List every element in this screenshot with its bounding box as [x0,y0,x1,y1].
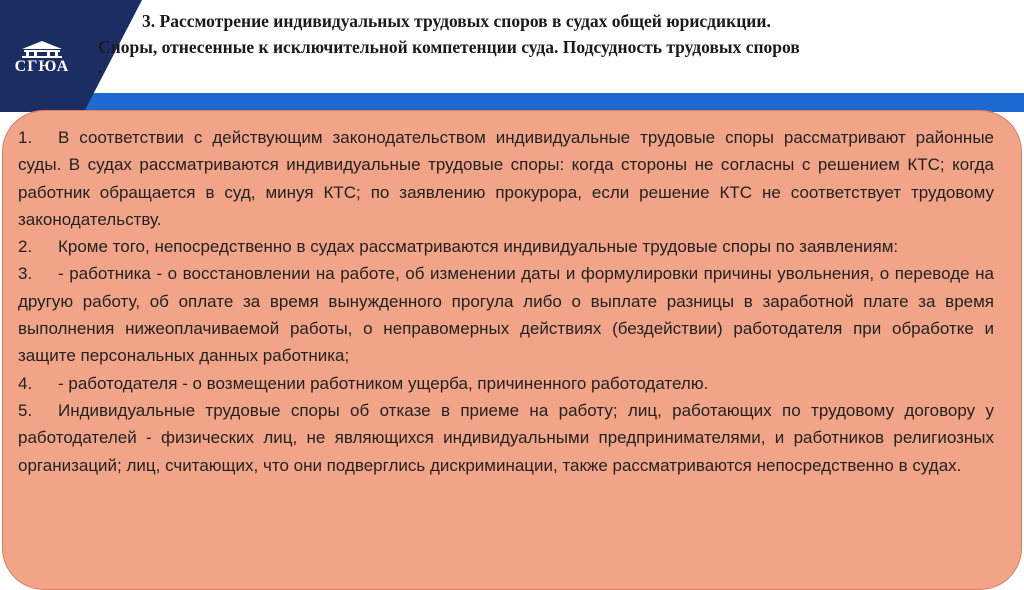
title-line-3: . [98,57,103,77]
list-item [18,370,994,397]
page-title [98,8,978,77]
list-item [18,260,994,369]
item-text: - работодателя - о возмещении работником ущерба, причиненного работодателю. [58,373,709,393]
item-number: 1. [18,128,33,147]
item-number: 4. [18,373,33,393]
title-line-1: 3. Рассмотрение индивидуальных трудовых споров в судах общей юрисдикции. [142,11,771,31]
item-text: В соответствии с действующим законодательством индивидуальные трудовые споры рассматривают районные суды. В судах рассматриваются индивидуальные трудовые споры: когда стороны не согласны с решением КТС; когда работник обращается в суд, минуя КТС; по заявлению прокурора, если решение КТС не соответствует трудовому законодательству. [18,128,994,229]
building-icon [16,40,68,58]
list-item [18,233,994,260]
list-item [18,397,994,479]
logo-block [0,0,84,112]
item-number: 2. [18,237,33,257]
item-text: - работника - о восстановлении на работе, об изменении даты и формулировки причины увольнения, о переводе на другую работу, об оплате за время вынужденного прогула либо о выплате разницы в заработной плате за время выполнения нижеоплачиваемой работы, о неправомерных действиях (бездействии) работодателя при обработке и защите персональных данных работника; [18,264,994,366]
content-list [18,124,994,479]
item-text: Кроме того, непосредственно в судах рассматриваются индивидуальные трудовые споры по заявлениям: [58,237,899,257]
item-number: 3. [18,264,33,284]
list-item [18,124,994,233]
item-number: 5. [18,400,33,420]
title-line-2: Споры, отнесенные к исключительной компетенции суда. Подсудность трудовых споров [98,37,800,57]
logo-text: СГЮА [14,58,70,75]
item-text: Индивидуальные трудовые споры об отказе в приеме на работу; лиц, работающих по трудовому договору у работодателей - физических лиц, не являющихся индивидуальными предпринимателями, и работников религиозных организаций; лиц, считающих, что они подверглись дискриминации, также рассматриваются непосредственно в судах. [18,400,994,475]
